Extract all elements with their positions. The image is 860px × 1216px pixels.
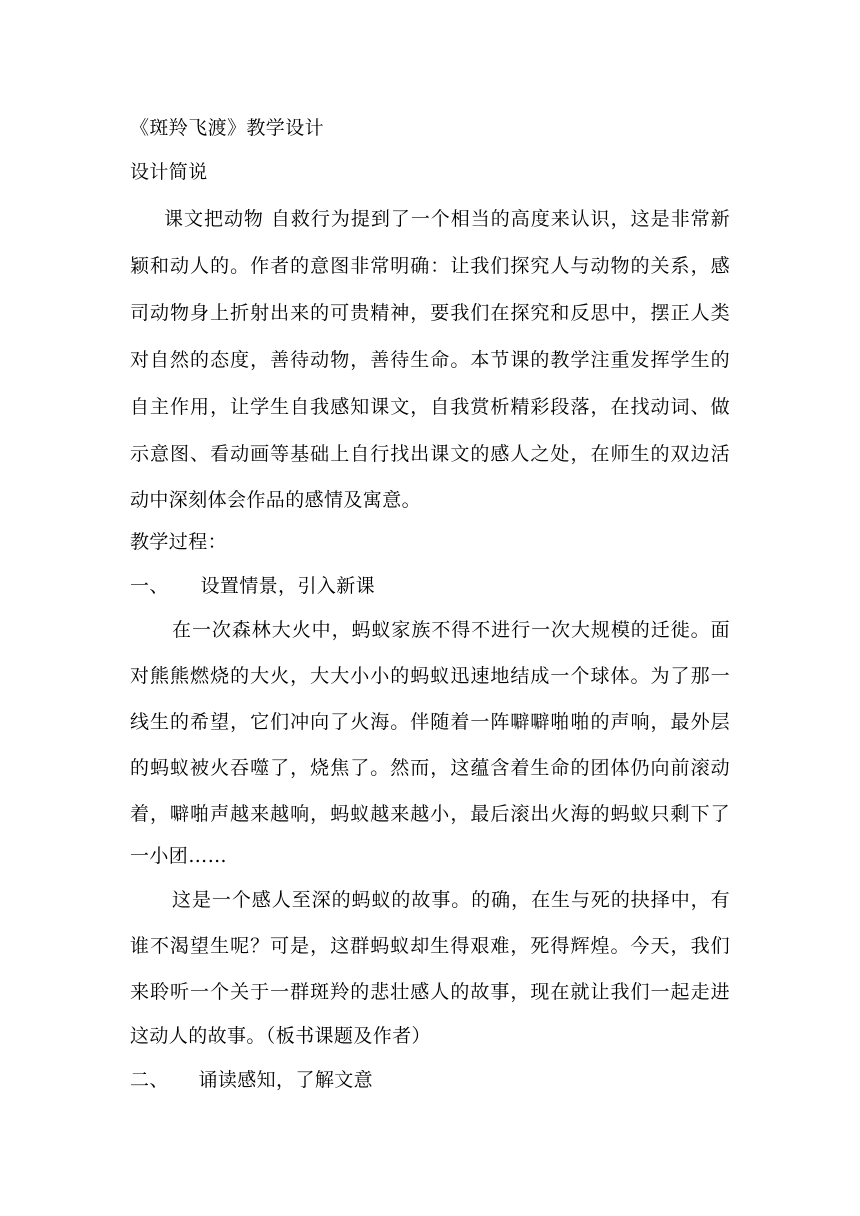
paragraph-line: 动中深刻体会作品的感情及寓意。 [130,489,422,511]
paragraph-line: 这动人的故事。（板书课题及作者） [130,1025,431,1047]
paragraph-line: 对自然的态度，善待动物，善待生命。本节课的教学注重发挥学生的 [130,349,730,371]
step-title: 设置情景，引入新课 [200,575,376,597]
step-number: 一、 [130,575,169,597]
step-title: 诵读感知，了解文意 [198,1069,374,1091]
step-number: 二、 [130,1069,169,1091]
section-heading-design: 设计简说 [130,161,208,183]
paragraph-line: 颖和动人的。作者的意图非常明确：让我们探究人与动物的关系，感 [130,255,730,277]
paragraph-line: 谁不渴望生呢？可是，这群蚂蚁却生得艰难，死得辉煌。今天，我们 [130,935,730,957]
paragraph-line: 示意图、看动画等基础上自行找出课文的感人之处，在师生的双边活 [130,443,730,465]
paragraph-line: 这是一个感人至深的蚂蚁的故事。的确，在生与死的抉择中，有 [172,889,730,911]
paragraph-line: 来聆听一个关于一群斑羚的悲壮感人的故事，现在就让我们一起走进 [130,981,730,1003]
paragraph-line: 一小团…… [130,845,228,867]
paragraph-line: 的蚂蚁被火吞噬了，烧焦了。然而，这蕴含着生命的团体仍向前滚动 [130,757,730,779]
paragraph-line: 线生的希望，它们冲向了火海。伴随着一阵噼噼啪啪的声响，最外层 [130,711,730,733]
paragraph-line: 着，噼啪声越来越响，蚂蚁越来越小，最后滚出火海的蚂蚁只剩下了 [130,803,730,825]
paragraph-line: 对熊熊燃烧的大火，大大小小的蚂蚁迅速地结成一个球体。为了那一 [130,665,730,687]
document-title: 《斑羚飞渡》教学设计 [130,117,325,139]
paragraph-line: 司动物身上折射出来的可贵精神，要我们在探究和反思中，摆正人类 [130,302,730,324]
section-heading-process: 教学过程： [130,531,228,553]
paragraph-line: 课文把动物 自救行为提到了一个相当的高度来认识，这是非常新 [164,208,730,230]
paragraph-line: 自主作用，让学生自我感知课文，自我赏析精彩段落，在找动词、做 [130,396,730,418]
step-heading-2 [130,1068,730,1092]
step-heading-1 [130,574,730,598]
paragraph-line: 在一次森林大火中，蚂蚁家族不得不进行一次大规模的迁徙。面 [172,619,730,641]
